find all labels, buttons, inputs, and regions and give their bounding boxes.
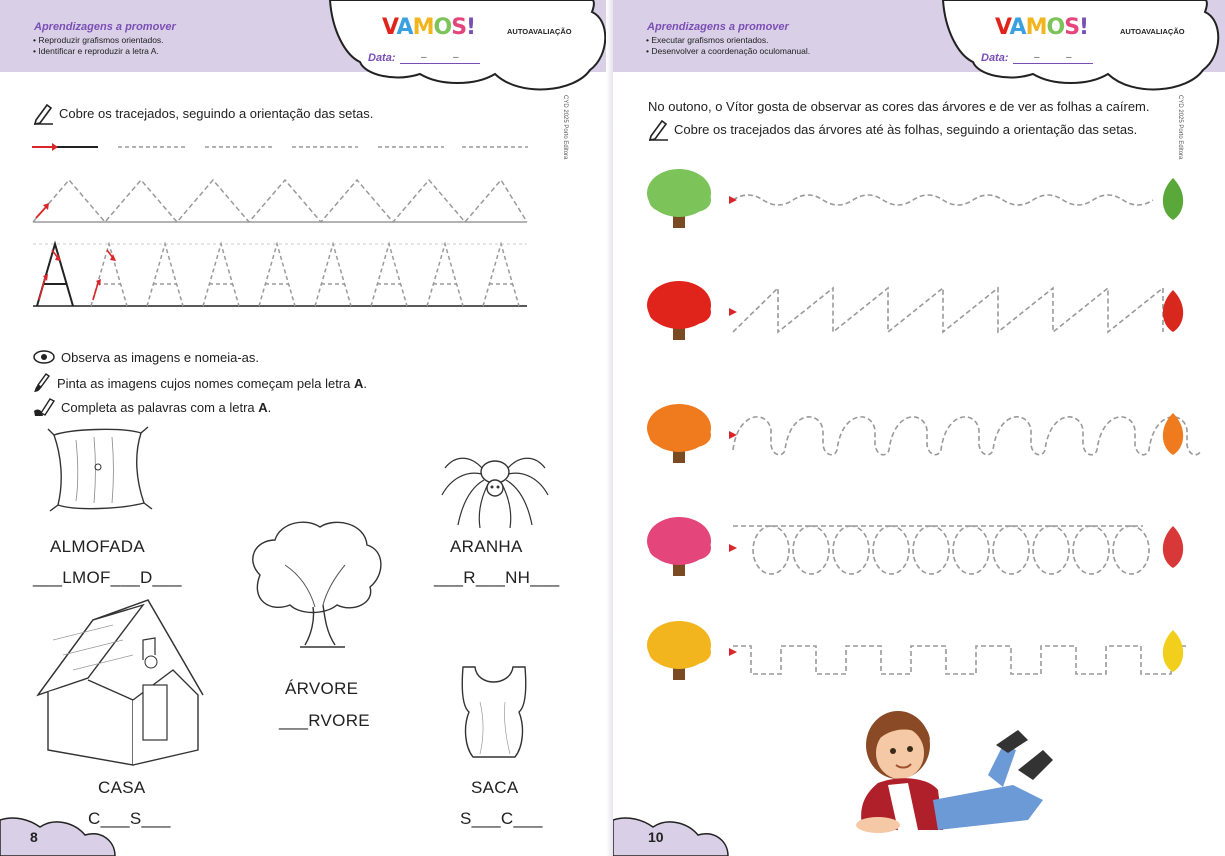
left-objective-1: • Reproduzir grafismos orientados. xyxy=(33,35,164,46)
complete-instruction xyxy=(33,397,271,417)
right-page-number: 10 xyxy=(648,829,664,845)
fill-aranha[interactable]: ___R___NH___ xyxy=(434,568,560,587)
right-objective-2: • Desenvolver a coordenação oculomanual. xyxy=(646,46,810,57)
bag-drawing[interactable] xyxy=(455,662,535,762)
house-drawing[interactable] xyxy=(33,600,213,770)
start-arrow-icon xyxy=(729,544,737,552)
right-page xyxy=(613,0,1225,856)
fill-casa[interactable]: C___S___ xyxy=(88,809,171,828)
left-page-number: 8 xyxy=(30,829,38,845)
right-objectives-title: Aprendizagens a promover xyxy=(647,21,789,33)
tree-icon xyxy=(647,169,711,228)
trace-straight-lines[interactable] xyxy=(30,138,550,158)
trace-row-wavy[interactable] xyxy=(647,169,1183,228)
left-self-assessment: AUTOAVALIAÇÃO xyxy=(507,27,572,36)
paint-instruction-text: Pinta as imagens cujos nomes começam pela letra A. xyxy=(57,375,367,391)
word-aranha: ARANHA xyxy=(450,537,523,556)
fill-almofada[interactable]: ___LMOF___D___ xyxy=(33,568,182,587)
start-arrow-icon xyxy=(729,308,737,316)
left-page xyxy=(0,0,612,856)
left-date-label: Data: xyxy=(368,52,396,64)
word-casa: CASA xyxy=(98,778,146,797)
left-trace-instruction-text: Cobre os tracejados, seguindo a orientação das setas. xyxy=(59,105,374,121)
trace-letter-a[interactable] xyxy=(33,238,553,313)
paintbrush-icon xyxy=(33,373,51,393)
trace-row-square-wave[interactable] xyxy=(647,621,1188,680)
start-arrow-icon xyxy=(729,196,737,204)
trace-row-zigzag[interactable] xyxy=(647,281,1183,340)
left-date-sep-1: – xyxy=(421,52,427,63)
tree-icon xyxy=(647,517,711,576)
paint-instruction xyxy=(33,373,367,393)
right-logo: VAMOS! xyxy=(995,15,1089,40)
boy-illustration xyxy=(838,705,1058,845)
dashed-path[interactable] xyxy=(733,646,1188,674)
right-page-number-cloud xyxy=(613,815,753,856)
right-date-sep-1: – xyxy=(1034,52,1040,63)
left-copyright: CYD 2025 Porto Editora xyxy=(562,95,568,160)
dashed-path[interactable] xyxy=(733,526,1149,574)
leaf-icon xyxy=(1163,630,1183,672)
pillow-drawing[interactable] xyxy=(46,425,156,515)
dashed-path[interactable] xyxy=(733,288,1163,332)
right-copyright: CYD 2025 Porto Editora xyxy=(1177,95,1183,160)
pencil-icon xyxy=(648,118,668,140)
tree-icon xyxy=(647,621,711,680)
eye-icon xyxy=(33,349,55,365)
left-logo: VAMOS! xyxy=(382,15,476,40)
fill-saca[interactable]: S___C___ xyxy=(460,809,543,828)
right-date-sep-2: – xyxy=(1066,52,1072,63)
word-arvore: ÁRVORE xyxy=(285,679,359,698)
left-objective-2: • Identificar e reproduzir a letra A. xyxy=(33,46,164,57)
leaf-icon xyxy=(1163,526,1183,568)
right-self-assessment: AUTOAVALIAÇÃO xyxy=(1120,27,1185,36)
right-objective-1: • Executar grafismos orientados. xyxy=(646,35,810,46)
right-date-field[interactable] xyxy=(1013,63,1093,64)
leaf-icon xyxy=(1163,178,1183,220)
trace-row-loops[interactable] xyxy=(647,517,1183,576)
fill-arvore[interactable]: ___RVORE xyxy=(279,711,370,730)
word-saca: SACA xyxy=(471,778,519,797)
right-trace-instruction-text: Cobre os tracejados das árvores até às folhas, seguindo a orientação das setas. xyxy=(674,121,1138,137)
tree-icon xyxy=(647,404,711,463)
left-objectives-title: Aprendizagens a promover xyxy=(34,21,176,33)
word-almofada: ALMOFADA xyxy=(50,537,145,556)
pencil-hand-icon xyxy=(33,397,55,417)
start-arrow-icon xyxy=(729,648,737,656)
left-page-number-cloud xyxy=(0,815,140,856)
pencil-icon xyxy=(33,102,53,124)
left-trace-instruction xyxy=(33,102,373,124)
trace-row-loop-wave[interactable] xyxy=(647,404,1201,463)
trace-zigzag[interactable] xyxy=(33,175,553,225)
complete-instruction-text: Completa as palavras com a letra A. xyxy=(61,399,272,415)
observe-instruction-text: Observa as imagens e nomeia-as. xyxy=(61,349,259,365)
right-intro xyxy=(648,99,1149,114)
spider-drawing[interactable] xyxy=(440,440,550,530)
right-trace-instruction xyxy=(648,118,1137,140)
right-date-label: Data: xyxy=(981,52,1009,64)
left-date-sep-2: – xyxy=(453,52,459,63)
leaf-icon xyxy=(1163,290,1183,332)
tree-to-leaf-traces[interactable] xyxy=(643,160,1203,700)
tree-drawing[interactable] xyxy=(245,515,385,660)
observe-instruction xyxy=(33,349,259,365)
right-objectives-list xyxy=(646,35,810,57)
left-objectives-list xyxy=(33,35,164,57)
dashed-path[interactable] xyxy=(733,417,1201,455)
tree-icon xyxy=(647,281,711,340)
dashed-path[interactable] xyxy=(733,195,1153,205)
right-intro-text: No outono, o Vítor gosta de observar as cores das árvores e de ver as folhas a caírem. xyxy=(648,99,1150,114)
left-date-field[interactable] xyxy=(400,63,480,64)
